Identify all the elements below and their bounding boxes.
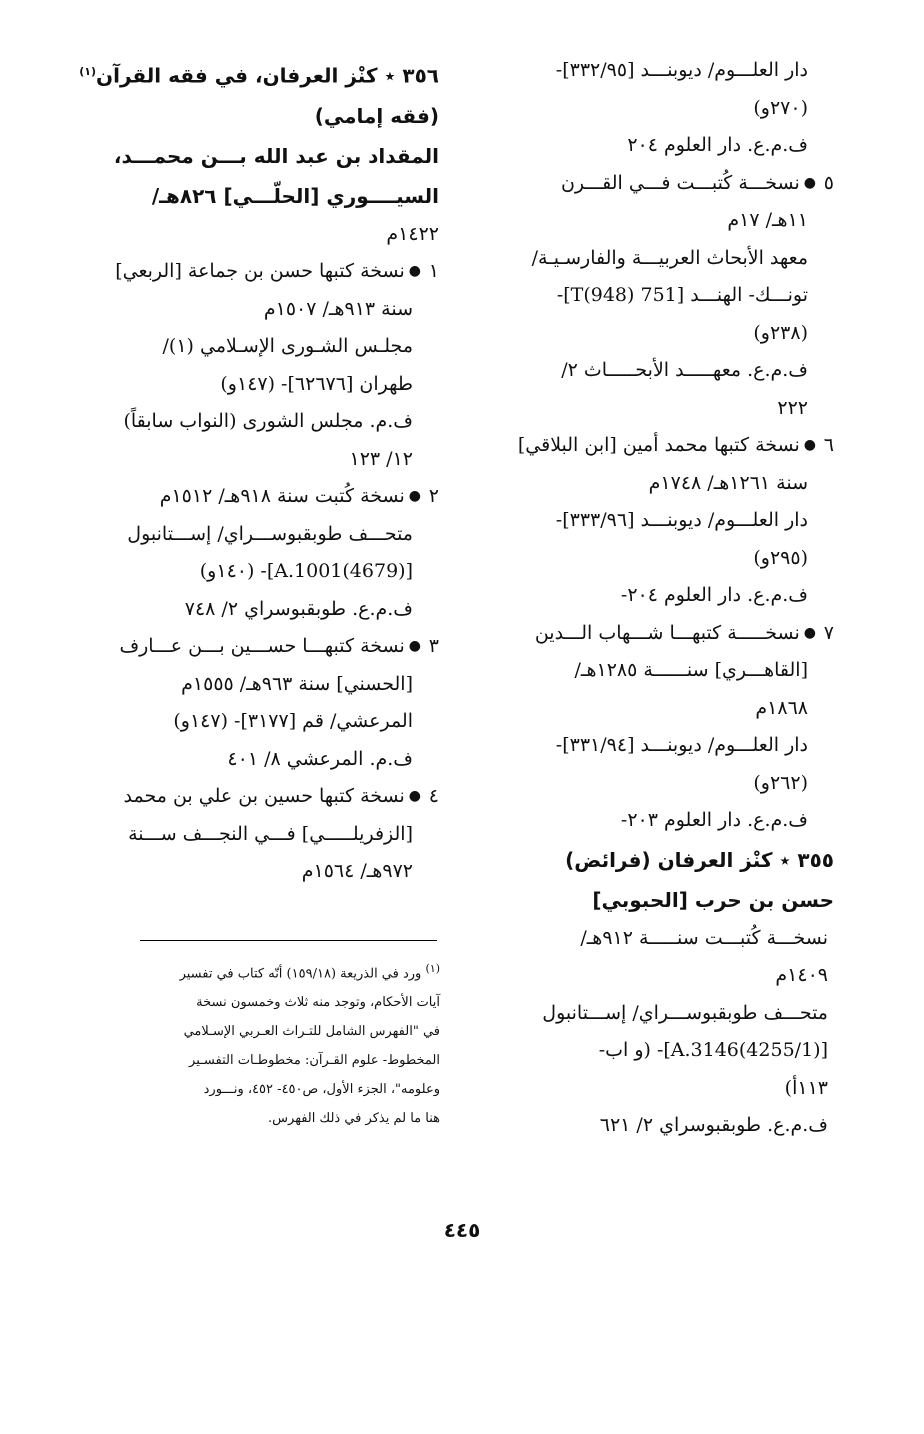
entry-line: ف.م. مجلس الشورى (النواب سابقاً)	[123, 410, 413, 433]
entry-line: [الحسني] سنة ٩٦٣هـ/ ١٥٥٥م	[181, 672, 413, 695]
entry-line: سنة ٩١٣هـ/ ١٥٠٧م	[263, 297, 413, 320]
entry-356-author: السيــــوري [الحلّـــي] ٨٢٦هـ/	[151, 183, 439, 208]
entry-line: متحـــف طوبقبوســـراي/ إســـتانبول	[542, 1001, 828, 1024]
left-column	[79, 52, 439, 891]
entry-line: [الزفريلـــــي] فـــي النجـــف ســـنة	[128, 822, 413, 845]
item-number: ٦	[823, 434, 834, 456]
list-item-7: ٧●نسخـــــة كتبهـــا شـــهاب الـــدين	[489, 615, 834, 653]
entry-line: ف.م.ع. دار العلوم ٢٠٤-	[620, 584, 808, 606]
list-item-3: ٣●نسخة كتبهـــا حســـين بـــن عـــارف	[134, 628, 439, 666]
list-item-6: ٦●نسخة كتبها محمد أمين [ابن البلاقي]	[489, 427, 834, 465]
bullet-icon: ●	[803, 174, 816, 191]
entry-line: (٢٩٥و)	[753, 546, 808, 569]
entry-line: ف.م.ع. طوبقبوسراي ٢/ ٧٤٨	[184, 597, 413, 620]
entry-line: دار العلـــوم/ ديوبنـــد [٣٣١/٩٤]-	[555, 734, 808, 756]
entry-line: ١١٣أ)	[784, 1076, 828, 1099]
entry-line: ١٤٠٩م	[775, 964, 828, 986]
entry-line: ١١هـ/ ١٧م	[727, 209, 808, 231]
footnote-marker: (١)	[425, 962, 440, 975]
footnote-line: هنا ما لم يذكر في ذلك الفهرس.	[268, 1111, 440, 1127]
entry-line: ف.م.ع. معهـــــد الأبحـــــاث ٢/	[561, 359, 808, 381]
entry-line: نسخـــة كُتبـــت سنـــــة ٩١٢هـ/	[580, 926, 828, 949]
entry-356-subtitle: (فقه إمامي)	[314, 103, 439, 128]
entry-line: ٢٢٢	[777, 396, 808, 419]
footnote-line: وعلومه"، الجزء الأول، ص٤٥٠- ٤٥٢، ونـــورد	[203, 1082, 440, 1098]
entry-line: ف.م. المرعشي ٨/ ٤٠١	[227, 747, 413, 770]
bullet-icon: ●	[408, 638, 421, 655]
entry-line: [A.1001(4679)]- (١٤٠و)	[199, 560, 413, 583]
entry-line: دار العلـــوم/ ديوبنـــد [٣٣٢/٩٥]-	[555, 59, 808, 81]
page-number: ٤٤٥	[443, 1218, 481, 1242]
footnote-divider	[140, 940, 437, 941]
footnote-line: في "الفهرس الشامل للتـراث العـربي الإسـلامي	[183, 1024, 440, 1040]
entry-356-title: ٣٥٦ ٭ كنْز العرفان، في فقه القرآن$^{(١)}$	[79, 63, 439, 88]
entry-line: (٢٧٠و)	[753, 96, 808, 119]
footnote-line: $^{(١)}$ ورد في الذريعة (١٥٩/١٨) أنّه كتاب في تفسير	[179, 962, 440, 982]
footnote-marker[interactable]: (١)	[79, 65, 97, 78]
entry-355-title: ٣٥٥ ٭ كنْز العرفان (فرائض)	[565, 847, 834, 872]
entry-line: (٢٣٨و)	[753, 321, 808, 344]
entry-line: طهران [٦٢٦٧٦]- (١٤٧و)	[220, 372, 413, 395]
bullet-icon: ●	[408, 488, 421, 505]
list-item-4: ٤●نسخة كتبها حسين بن علي بن محمد	[134, 778, 439, 816]
bullet-icon: ●	[408, 788, 421, 805]
entry-line: ف.م.ع. دار العلوم ٢٠٤	[627, 134, 808, 156]
item-number: ٥	[823, 171, 834, 194]
footnote-line: آيات الأحكام، وتوجد منه ثلاث وخمسون نسخة	[196, 995, 440, 1011]
right-column	[489, 52, 834, 1145]
entry-356-author: المقداد بن عبد الله بـــن محمـــد،	[113, 143, 439, 168]
entry-line: ف.م.ع. دار العلوم ٢٠٣-	[620, 809, 808, 831]
footnote	[100, 954, 440, 1133]
footnote-line: المخطوط- علوم القـرآن: مخطوطـات التفسـير	[189, 1053, 440, 1069]
bullet-icon: ●	[408, 263, 421, 280]
entry-line: [القاهـــري] سنــــــة ١٢٨٥هـ/	[574, 659, 808, 681]
entry-line: ف.م.ع. طوبقبوسراي ٢/ ٦٢١	[599, 1114, 828, 1136]
list-item-1: ١●نسخة كتبها حسن بن جماعة [الربعي]	[134, 253, 439, 291]
entry-line: تونـــك- الهنـــد [751 T(948)]-	[556, 284, 808, 306]
item-number: ١	[428, 260, 439, 283]
bullet-icon: ●	[803, 437, 816, 453]
entry-356-author: ١٤٢٢م	[386, 222, 439, 245]
entry-355-author: حسن بن حرب [الحبوبي]	[592, 887, 834, 912]
entry-line: دار العلـــوم/ ديوبنـــد [٣٣٣/٩٦]-	[555, 509, 808, 531]
entry-line: ١٨٦٨م	[755, 696, 808, 719]
entry-line: ٩٧٢هـ/ ١٥٦٤م	[301, 860, 413, 883]
entry-line: ١٢/ ١٢٣	[349, 447, 413, 470]
entry-line: سنة ١٢٦١هـ/ ١٧٤٨م	[648, 471, 808, 494]
entry-line: مجلـس الشـورى الإسـلامي (١)/	[162, 335, 413, 358]
entry-line: متحـــف طوبقبوســـراي/ إســـتانبول	[127, 522, 413, 545]
item-number: ٢	[428, 485, 439, 508]
entry-line: [A.3146(4255/1)]- (و اب-	[598, 1039, 828, 1061]
entry-line: المرعشي/ قم [٣١٧٧]- (١٤٧و)	[173, 710, 413, 733]
entry-line: (٢٦٢و)	[753, 771, 808, 794]
list-item-2: ٢●نسخة كُتبت سنة ٩١٨هـ/ ١٥١٢م	[134, 478, 439, 516]
bullet-icon: ●	[803, 624, 816, 641]
item-number: ٧	[823, 621, 834, 644]
item-number: ٣	[428, 635, 439, 658]
list-item-5: ٥●نسخـــة كُتبـــت فـــي القـــرن	[489, 165, 834, 203]
item-number: ٤	[428, 785, 439, 808]
entry-line: معهد الأبحاث العربيـــة والفارسـيـة/	[531, 246, 808, 269]
